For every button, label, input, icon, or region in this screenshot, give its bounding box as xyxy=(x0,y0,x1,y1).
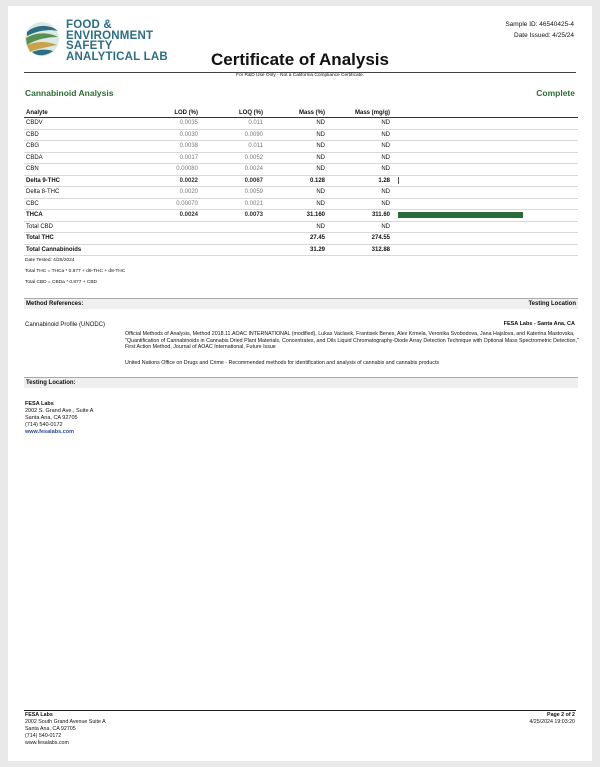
mass-percent-cell: ND xyxy=(263,164,325,176)
mass-bar xyxy=(398,212,523,218)
bar-cell xyxy=(390,221,578,233)
mass-percent-cell: ND xyxy=(263,129,325,141)
mass-mgg-cell: ND xyxy=(325,129,390,141)
mass-mgg-cell: 312.88 xyxy=(325,244,390,256)
table-body xyxy=(24,118,578,256)
bar-cell xyxy=(390,164,578,176)
column-header: Analyte xyxy=(24,108,164,118)
loq-cell: 0.0090 xyxy=(198,129,263,141)
loq-cell: 0.0059 xyxy=(198,187,263,199)
bar-cell xyxy=(390,244,578,256)
lab-name-line: ENVIRONMENT xyxy=(66,29,154,42)
loq-cell: 0.011 xyxy=(198,118,263,130)
footer-lab-name: FESA Labs xyxy=(25,712,53,718)
analyte-cell: CBDV xyxy=(24,118,164,130)
disclaimer: For R&D Use Only - Not a California Compliance Certificate. xyxy=(236,73,364,78)
lab-name-line: FOOD & xyxy=(66,19,112,31)
footer-timestamp: 4/25/2024 19:03:20 xyxy=(529,719,575,725)
status-badge: Complete xyxy=(536,88,575,98)
lod-cell: 0.0030 xyxy=(164,129,198,141)
column-header: LOQ (%) xyxy=(198,108,263,118)
method-references-label: Method References: xyxy=(26,301,84,307)
table-row xyxy=(24,233,578,245)
mass-mgg-cell: ND xyxy=(325,164,390,176)
total-cbd-formula: Total CBD = CBDa * 0.877 + CBD xyxy=(25,280,97,285)
footer-divider xyxy=(24,710,576,711)
table-row xyxy=(24,129,578,141)
section-title: Cannabinoid Analysis xyxy=(25,88,114,98)
date-tested: Date Tested: 4/25/2024 xyxy=(25,258,75,263)
lab-name-line: SAFETY xyxy=(66,40,113,52)
column-header: LOD (%) xyxy=(164,108,198,118)
page-title: Certificate of Analysis xyxy=(211,50,389,69)
lod-cell: 0.00080 xyxy=(164,164,198,176)
analyte-cell: Delta 9-THC xyxy=(24,175,164,187)
table-row xyxy=(24,152,578,164)
loq-cell: 0.0021 xyxy=(198,198,263,210)
table-row xyxy=(24,164,578,176)
column-header: Mass (%) xyxy=(263,108,325,118)
bar-cell xyxy=(390,129,578,141)
mass-mgg-cell: ND xyxy=(325,187,390,199)
bar-cell xyxy=(390,187,578,199)
mass-percent-cell: 31.29 xyxy=(263,244,325,256)
analyte-cell: Total Cannabinoids xyxy=(24,244,164,256)
loq-cell: 0.0073 xyxy=(198,210,263,222)
analyte-cell: Delta 8-THC xyxy=(24,187,164,199)
cannabinoid-table xyxy=(24,108,578,256)
analyte-cell: CBG xyxy=(24,141,164,153)
column-header-blank xyxy=(390,108,578,118)
footer-phone: (714) 540-0172 xyxy=(25,733,62,739)
location-phone: (714) 540-0172 xyxy=(25,422,63,428)
mass-percent-cell: ND xyxy=(263,152,325,164)
footer-page-info xyxy=(529,712,575,726)
method-location: FESA Labs - Santa Ana, CA xyxy=(503,321,575,327)
testing-location-address xyxy=(25,401,93,436)
analyte-cell: CBD xyxy=(24,129,164,141)
loq-cell xyxy=(198,221,263,233)
mass-percent-cell: ND xyxy=(263,187,325,199)
table-row xyxy=(24,244,578,256)
lod-cell: 0.0038 xyxy=(164,141,198,153)
method-name: Cannabinoid Profile (UNODC) xyxy=(25,322,106,328)
method-references-header xyxy=(24,298,578,309)
lod-cell: 0.0022 xyxy=(164,175,198,187)
bar-cell xyxy=(390,210,578,222)
lod-cell: 0.00070 xyxy=(164,198,198,210)
lod-cell xyxy=(164,244,198,256)
table-row xyxy=(24,198,578,210)
footer-address-line: 2002 South Grand Avenue Suite A xyxy=(25,719,106,725)
table-row xyxy=(24,210,578,222)
method-description-unodc: United Nations Office on Drugs and Crime - Recommended methods for identification and analysis of cannabis and cannabis products xyxy=(125,360,440,366)
total-thc-formula: Total THC = THCa * 0.877 + d9-THC + d8-THC xyxy=(25,269,126,274)
bar-cell xyxy=(390,118,578,130)
sample-info xyxy=(505,19,574,41)
analyte-cell: CBN xyxy=(24,164,164,176)
table-row xyxy=(24,221,578,233)
testing-location-header xyxy=(24,377,578,388)
bar-cell xyxy=(390,198,578,210)
footer-address-line: Santa Ana, CA 92705 xyxy=(25,726,76,732)
analyte-cell: THCA xyxy=(24,210,164,222)
loq-cell xyxy=(198,244,263,256)
bar-cell xyxy=(390,141,578,153)
lod-cell xyxy=(164,221,198,233)
mass-mgg-cell: 311.60 xyxy=(325,210,390,222)
table-header-row xyxy=(24,108,578,118)
mass-percent-cell: ND xyxy=(263,141,325,153)
table-row xyxy=(24,187,578,199)
location-address-line: 2002 S. Grand Ave., Suite A xyxy=(25,408,94,414)
column-header: Mass (mg/g) xyxy=(325,108,390,118)
lod-cell: 0.0020 xyxy=(164,187,198,199)
mass-mgg-cell: ND xyxy=(325,152,390,164)
loq-cell xyxy=(198,233,263,245)
page-number: Page 2 of 2 xyxy=(547,712,575,718)
loq-cell: 0.0067 xyxy=(198,175,263,187)
mass-mgg-cell: 1.28 xyxy=(325,175,390,187)
mass-percent-cell: 0.128 xyxy=(263,175,325,187)
testing-location-title: Testing Location: xyxy=(26,380,76,386)
table-row xyxy=(24,175,578,187)
lod-cell: 0.0024 xyxy=(164,210,198,222)
location-website-link[interactable]: www.fesalabs.com xyxy=(25,429,75,435)
analyte-cell: Total THC xyxy=(24,233,164,245)
mass-mgg-cell: ND xyxy=(325,198,390,210)
mass-mgg-cell: ND xyxy=(325,141,390,153)
sample-id: Sample ID: 46540425-4 xyxy=(505,21,574,28)
loq-cell: 0.011 xyxy=(198,141,263,153)
lod-cell: 0.0017 xyxy=(164,152,198,164)
certificate-page xyxy=(8,6,592,761)
loq-cell: 0.0052 xyxy=(198,152,263,164)
mass-percent-cell: ND xyxy=(263,118,325,130)
lab-name-line: ANALYTICAL LAB xyxy=(66,50,168,63)
bar-cell xyxy=(390,233,578,245)
analyte-cell: Total CBD xyxy=(24,221,164,233)
date-issued: Date Issued: 4/25/24 xyxy=(514,32,574,39)
mass-mgg-cell: 274.55 xyxy=(325,233,390,245)
mass-percent-cell: 27.45 xyxy=(263,233,325,245)
loq-cell: 0.0024 xyxy=(198,164,263,176)
lod-cell: 0.0035 xyxy=(164,118,198,130)
analyte-cell: CBC xyxy=(24,198,164,210)
footer-address xyxy=(25,712,106,747)
lod-cell xyxy=(164,233,198,245)
mass-mgg-cell: ND xyxy=(325,118,390,130)
table-row xyxy=(24,141,578,153)
mass-mgg-cell: ND xyxy=(325,221,390,233)
bar-cell xyxy=(390,175,578,187)
location-address-line: Santa Ana, CA 92705 xyxy=(25,415,78,421)
mass-percent-cell: ND xyxy=(263,221,325,233)
table-row xyxy=(24,118,578,130)
mass-bar-tick xyxy=(398,177,399,184)
location-name: FESA Labs xyxy=(25,401,54,407)
mass-percent-cell: 31.160 xyxy=(263,210,325,222)
bar-cell xyxy=(390,152,578,164)
footer-website: www.fesalabs.com xyxy=(25,740,69,746)
method-description: Official Methods of Analysis, Method 2018.11.AOAC INTERNATIONAL (modified), Lukas Vaclavik, Frantisek Benes, Alex Krmela, Veronika Svobodova, Jana Hajslova, and Katerina Mastovska, "Quantification of Cannabinoids in Cannabis Dried Plant Materials, Concentrates, and Oils Liquid Chromatography-Diode Array Detection Technique with Optional Mass Spectrometric Detection," First Action Method, Journal of AOAC International, Future Issue xyxy=(125,331,579,350)
analyte-cell: CBDA xyxy=(24,152,164,164)
mass-percent-cell: ND xyxy=(263,198,325,210)
testing-location-label: Testing Location xyxy=(528,301,576,307)
